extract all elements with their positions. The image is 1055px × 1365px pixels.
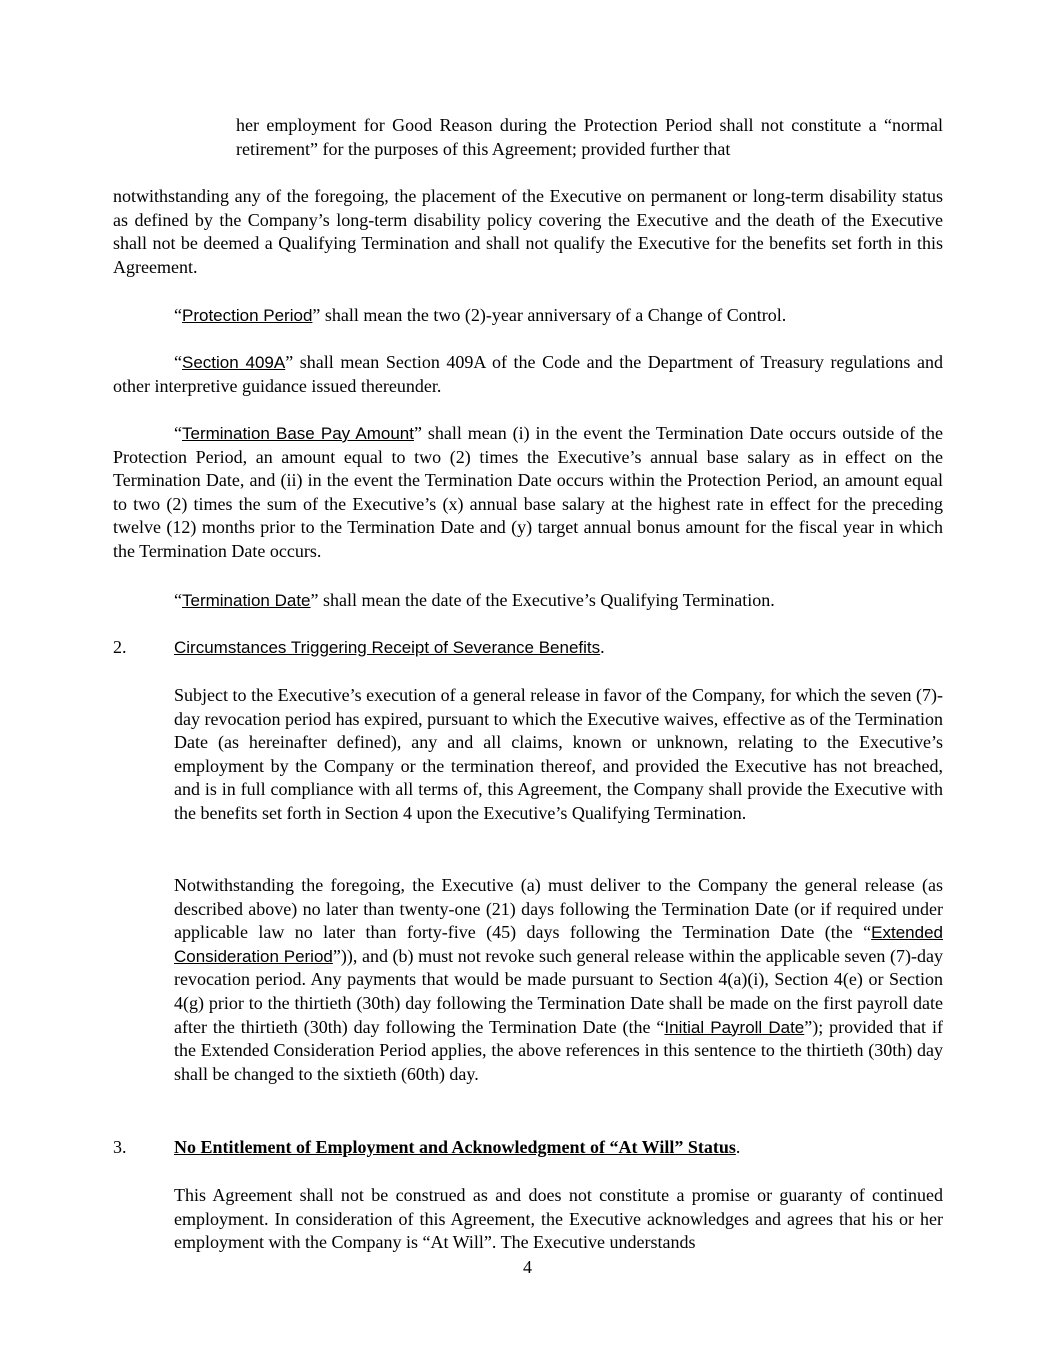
section-2-paragraph-2 xyxy=(174,874,943,1086)
defined-term: Protection Period xyxy=(182,306,313,325)
defined-term: Termination Date xyxy=(182,591,311,610)
disability-paragraph xyxy=(113,185,943,279)
defined-term-initial-payroll-date: Initial Payroll Date xyxy=(664,1017,805,1037)
disability-paragraph-text: notwithstanding any of the foregoing, the placement of the Executive on permanent or long-term disability status as defined by the Company’s long-term disability policy covering the Executive and the death of the Executive shall not be deemed a Qualifying Termination and shall not qualify the Executive for the benefits set forth in this Agreement. xyxy=(113,186,943,277)
section-2-paragraph-2-part-2: ”)), and (b) must not revoke such general release within the applicable seven (7)-day revocation period. Any payments that would be made pursuant to Section 4(a)(i), Section 4(e) or Section 4(g) prior to the thirtieth (30th) day following the Termination Date shall be made on the first payroll date after the thirtieth (30th) day following the Termination Date (the “ xyxy=(174,945,943,1037)
section-3-heading xyxy=(174,1136,740,1160)
section-2-paragraph-2-part-1: Notwithstanding the foregoing, the Executive (a) must deliver to the Company the general release (as described above) no later than twenty-one (21) days following the Termination Date (or if required under applicable law no later than forty-five (45) days following the Termination Date (the “ xyxy=(174,875,943,943)
section-2-title: Circumstances Triggering Receipt of Severance Benefits xyxy=(174,638,601,657)
definition-text: ” shall mean the two (2)-year anniversary of a Change of Control. xyxy=(312,305,787,325)
carryover-paragraph xyxy=(236,114,943,161)
defined-term-extended-consideration-period: Extended Consideration Period xyxy=(174,923,943,966)
definition-termination-date xyxy=(113,589,943,613)
definition-section-409a xyxy=(113,351,943,398)
section-3-paragraph-1 xyxy=(174,1184,943,1255)
section-3-number: 3. xyxy=(113,1137,127,1157)
definition-termination-base-pay-amount xyxy=(113,422,943,564)
open-quote: “ xyxy=(174,305,182,325)
definition-text: ” shall mean Section 409A of the Code and the Department of Treasury regulations and other interpretive guidance issued thereunder. xyxy=(113,352,943,396)
defined-term: Termination Base Pay Amount xyxy=(182,424,414,443)
open-quote: “ xyxy=(174,423,182,443)
section-2-heading xyxy=(174,636,605,660)
open-quote: “ xyxy=(174,590,182,610)
section-2-paragraph-1 xyxy=(174,684,943,826)
page-number: 4 xyxy=(523,1257,532,1277)
section-3-paragraph-1-text: This Agreement shall not be construed as and does not constitute a promise or guaranty of continued employment. In consideration of this Agreement, the Executive acknowledges and agrees that his or her employment with the Company is “At Will”. The Executive understands xyxy=(174,1185,943,1253)
defined-term: Section 409A xyxy=(182,353,286,372)
section-2-paragraph-2-part-3: ”); provided that if the Extended Consideration Period applies, the above references in this sentence to the thirtieth (30th) day shall be changed to the sixtieth (60th) day. xyxy=(174,1016,943,1084)
carryover-paragraph-text: her employment for Good Reason during the Protection Period shall not constitute a “normal retirement” for the purposes of this Agreement; provided further that xyxy=(236,115,943,159)
section-2-title-end: . xyxy=(600,637,605,657)
section-2-paragraph-1-text: Subject to the Executive’s execution of a general release in favor of the Company, for which the seven (7)-day revocation period has expired, pursuant to which the Executive waives, effective as of the Termination Date (as hereinafter defined), any and all claims, known or unknown, relating to the Executive’s employment by the Company or the termination thereof, and provided the Executive has not breached, and is in full compliance with all terms of, this Agreement, the Company shall provide the Executive with the benefits set forth in Section 4 upon the Executive’s Qualifying Termination. xyxy=(174,685,943,823)
open-quote: “ xyxy=(174,352,182,372)
definition-text: ” shall mean the date of the Executive’s Qualifying Termination. xyxy=(310,590,775,610)
section-2-number: 2. xyxy=(113,637,127,657)
section-3-title: No Entitlement of Employment and Acknowledgment of “At Will” Status xyxy=(174,1137,736,1157)
definition-protection-period xyxy=(113,304,943,328)
section-3-title-end: . xyxy=(735,1137,741,1157)
definition-text: ” shall mean (i) in the event the Termination Date occurs outside of the Protection Period, an amount equal to two (2) times the Executive’s annual base salary as in effect on the Termination Date, and (ii) in the event the Termination Date occurs within the Protection Period, an amount equal to two (2) times the sum of the Executive’s (x) annual base salary at the highest rate in effect for the preceding twelve (12) months prior to the Termination Date and (y) target annual bonus amount for the fiscal year in which the Termination Date occurs. xyxy=(113,423,944,561)
